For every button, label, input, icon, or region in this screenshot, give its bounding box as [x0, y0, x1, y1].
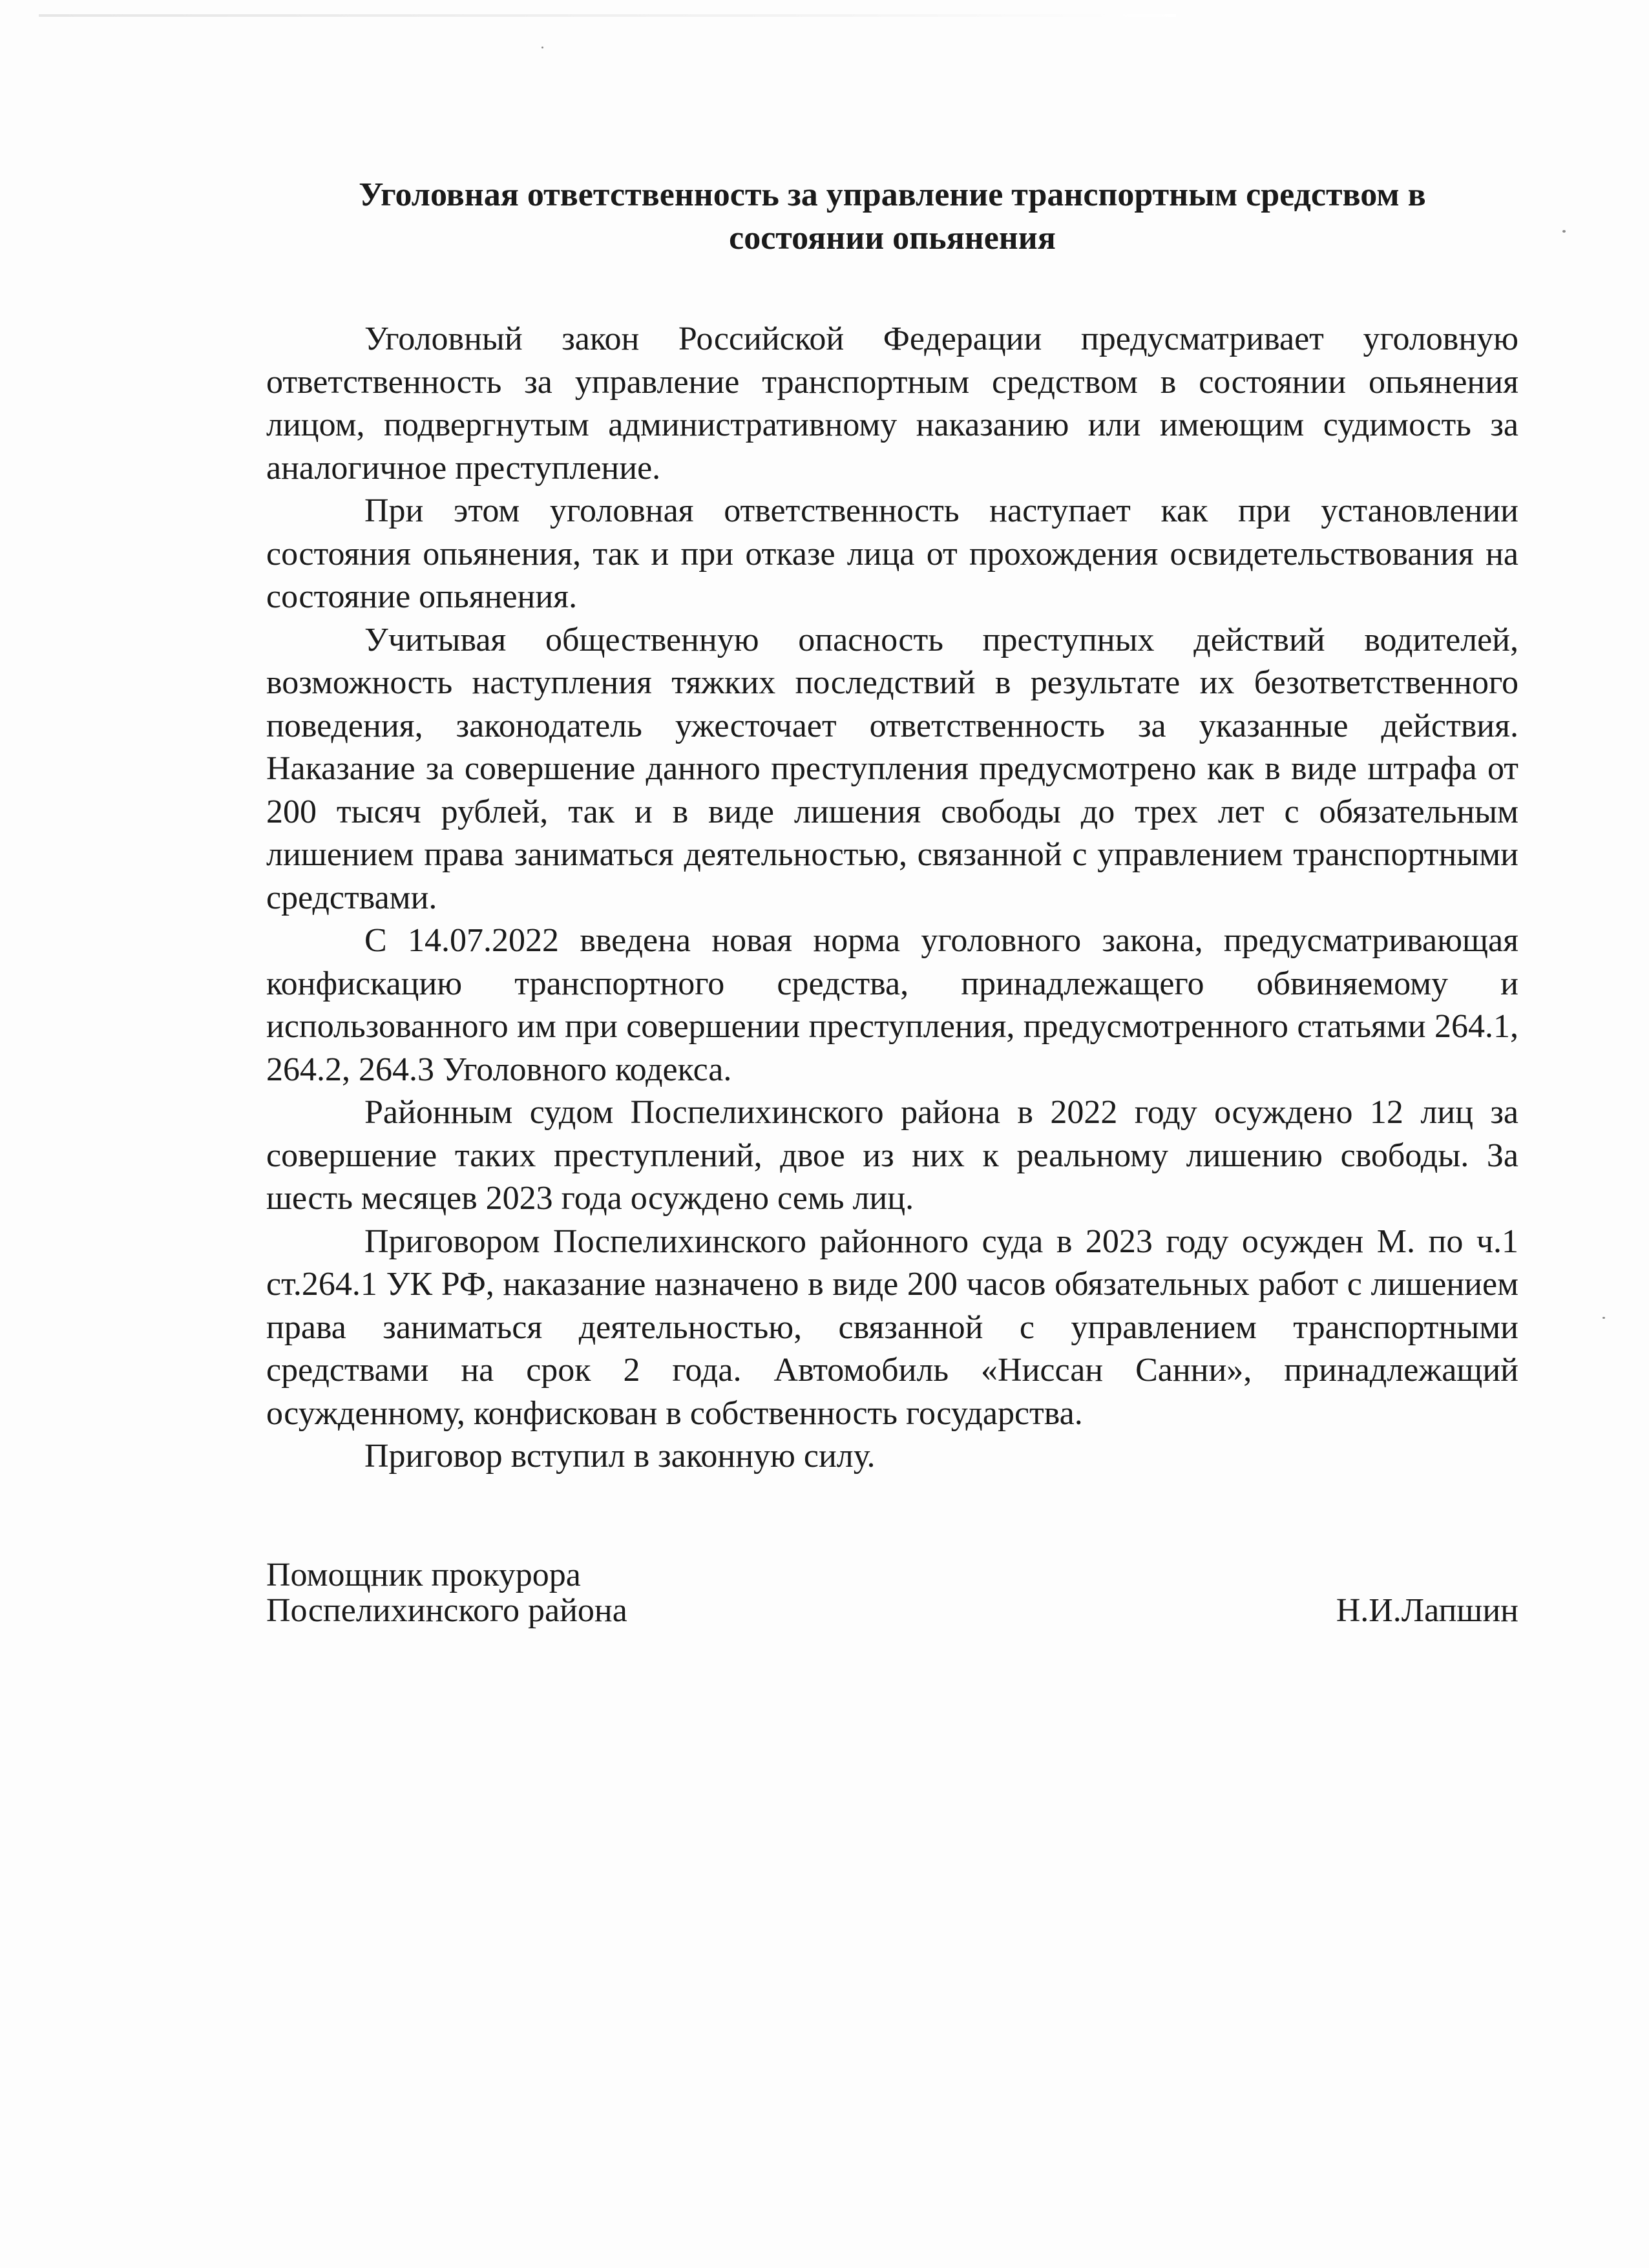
paragraph: С 14.07.2022 введена новая норма уголовного закона, предусматривающая конфискацию транспортного средства, принадлежащего обвиняемому и использованного им при совершении преступления, предусмотренного статьями 264.1, 264.2, 264.3 Уголовного кодекса.: [266, 922, 1518, 1088]
document-title: Уголовная ответственность за управление транспортным средством в состоянии опьянения: [359, 176, 1426, 257]
paragraph: Приговором Поспелихинского районного суда в 2023 году осужден М. по ч.1 ст.264.1 УК РФ, наказание назначено в виде 200 часов обязательных работ с лишением права заниматься деятельностью, связанной с управлением транспортными средствами на срок 2 года. Автомобиль «Ниссан Санни», принадлежащий осужденному, конфискован в собственность государства.: [266, 1223, 1518, 1432]
scan-speck: [1562, 230, 1566, 233]
signature-block: [266, 1557, 1518, 1648]
scan-edge-shadow: [39, 14, 1176, 17]
signer-name: Н.И.Лапшин: [1336, 1592, 1518, 1629]
signer-position: [266, 1557, 627, 1628]
scan-speck: [1602, 1317, 1605, 1319]
document-content: [266, 173, 1518, 1478]
paragraph: Районным судом Поспелихинского района в 2022 году осуждено 12 лиц за совершение таких преступлений, двое из них к реальному лишению свободы. За шесть месяцев 2023 года осуждено семь лиц.: [266, 1094, 1518, 1217]
signer-position-line: Помощник прокурора: [266, 1557, 581, 1593]
document-body: [266, 318, 1518, 1478]
paragraph: Уголовный закон Российской Федерации предусматривает уголовную ответственность за управление транспортным средством в состоянии опьянения лицом, подвергнутым административному наказанию или имеющим судимость за аналогичное преступление.: [266, 320, 1518, 487]
paragraph: Учитывая общественную опасность преступных действий водителей, возможность наступления тяжких последствий в результате их безответственного поведения, законодатель ужесточает ответственность за указанные действия. Наказание за совершение данного преступления предусмотрено как в виде штрафа от 200 тысяч рублей, так и в виде лишения свободы до трех лет с обязательным лишением права заниматься деятельностью, связанной с управлением транспортными средствами.: [266, 621, 1518, 916]
paragraph: При этом уголовная ответственность наступает как при установлении состояния опьянения, так и при отказе лица от прохождения освидетельствования на состояние опьянения.: [266, 492, 1518, 615]
scan-speck: [541, 47, 543, 48]
signer-position-line: Поспелихинского района: [266, 1592, 627, 1629]
paragraph: Приговор вступил в законную силу.: [364, 1438, 876, 1475]
